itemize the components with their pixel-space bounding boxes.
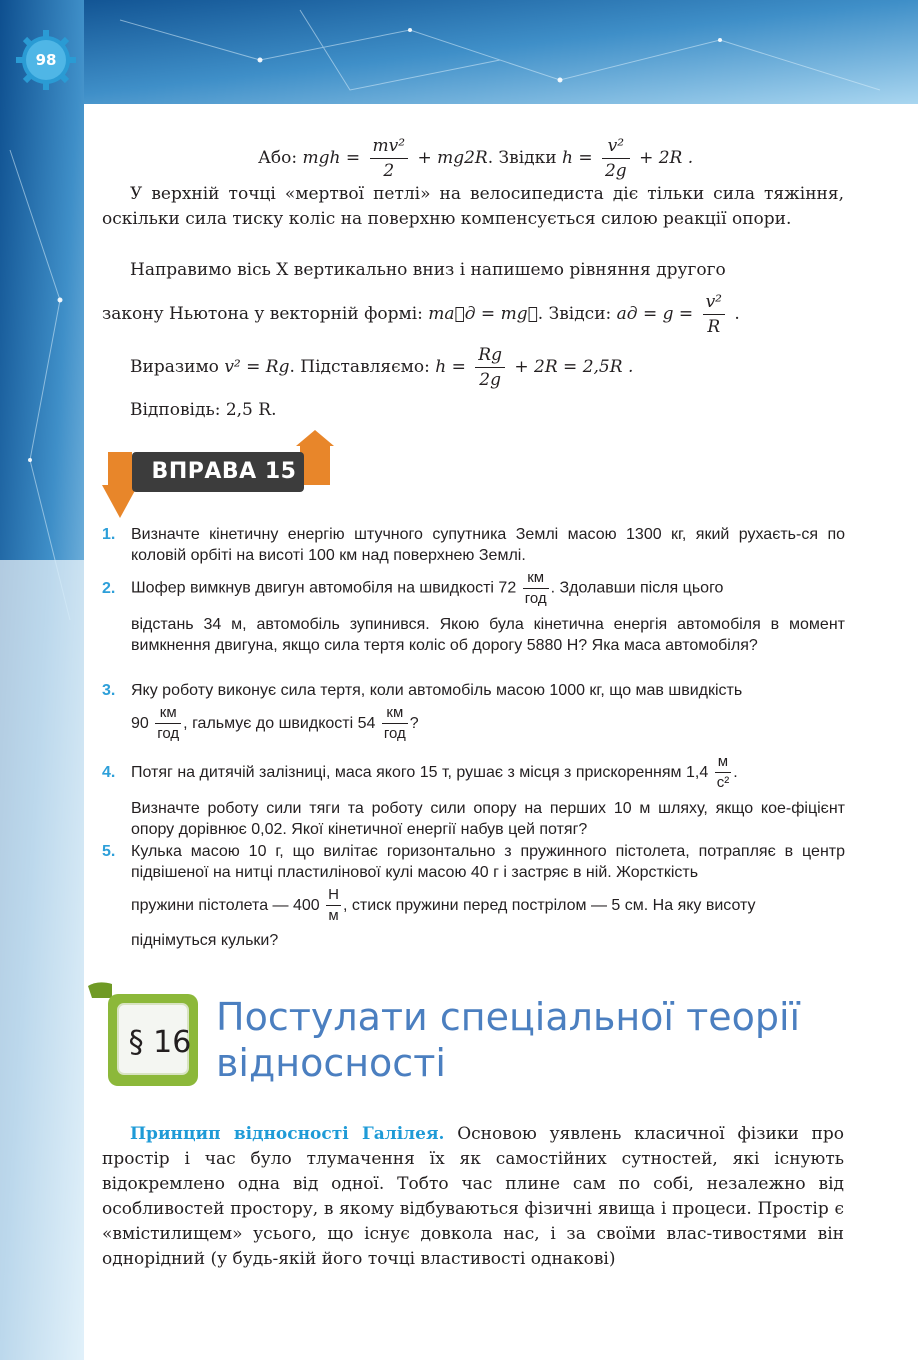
equation-h: h = xyxy=(435,357,466,377)
equation-end: . xyxy=(734,304,740,324)
equation-acceleration: aд = g = xyxy=(616,304,694,324)
task-number: 2. xyxy=(102,580,116,597)
task-number: 5. xyxy=(102,843,116,860)
task-text: Кулька масою 10 г, що вилітає горизонтально з пружинного пістолета, потрапляє в центр підвішеної на нитці пластилінової кулі масою 40 г і застряє в ній. Жорсткість xyxy=(131,843,845,881)
task-text-line xyxy=(131,884,845,928)
task-text: Шофер вимкнув двигун автомобіля на швидкості 72 xyxy=(131,579,517,597)
section-title-line: Постулати спеціальної теорії xyxy=(216,995,801,1039)
fraction-denominator: 2 xyxy=(383,161,395,181)
task-text: ? xyxy=(409,715,419,732)
fraction xyxy=(475,343,505,392)
fraction-numerator: Н xyxy=(326,885,341,906)
fraction-numerator: mv² xyxy=(370,134,409,159)
equation-line-3 xyxy=(130,342,633,392)
unit-fraction xyxy=(326,885,341,926)
task-text: . xyxy=(733,764,738,781)
fraction-denominator: 2g xyxy=(604,161,627,181)
equation-text: . Звідси: xyxy=(537,304,617,324)
section-title-line: відносності xyxy=(216,1041,446,1085)
task-number: 1. xyxy=(102,526,116,543)
task-text: пружини пістолета — 400 xyxy=(131,897,320,914)
equation-vector: ma⃗д = mg⃗ xyxy=(428,304,538,324)
fraction-numerator: v² xyxy=(703,290,725,315)
task-text: , стиск пружини перед пострілом — 5 см. На яку висоту xyxy=(342,897,756,914)
task-text: Яку роботу виконує сила тертя, коли автомобіль масою 1000 кг, що мав швидкість xyxy=(131,682,743,699)
answer: Відповідь: 2,5 R. xyxy=(130,400,277,420)
paragraph-line: Направимо вісь X вертикально вниз і напишемо рівняння другого xyxy=(130,260,726,280)
equation-line-1 xyxy=(258,134,693,183)
task-text: , гальмує до швидкості 54 xyxy=(183,715,376,732)
equation-line-2 xyxy=(102,288,740,340)
page-number: 98 xyxy=(35,51,57,69)
body-paragraph xyxy=(102,1122,844,1272)
fraction-denominator: м xyxy=(328,907,339,925)
exercise-title: ВПРАВА 15 xyxy=(151,459,297,484)
section-number: § 16 xyxy=(128,1025,192,1060)
unit-fraction xyxy=(382,703,408,744)
fraction-denominator: 2g xyxy=(479,370,501,390)
task-text: 90 xyxy=(131,715,149,732)
fraction xyxy=(370,134,409,183)
equation-prefix: Або: xyxy=(258,148,303,168)
fraction-denominator: год xyxy=(157,725,180,743)
fraction-numerator: км xyxy=(155,703,181,724)
body-text: Основою уявлень класичної фізики про простір і час було тлумачення їх як самостійних сутностей, які існують відокремлено одна від одної. Тобто час плине сам по собі, незалежно від особливостей простору, в якому відбуваються фізичні явища і процеси. Простір є «вмістилищем» усього, що існує довкола нас, і за своїми влас-тивостями він однорідний (у будь-якій його точці властивості однакові) xyxy=(102,1124,844,1269)
equation-lhs: mgh = xyxy=(302,148,361,168)
fraction-denominator: с² xyxy=(716,774,730,792)
fraction-denominator: R xyxy=(707,317,721,337)
task-text-line xyxy=(131,702,845,746)
equation-text: Виразимо xyxy=(130,357,225,377)
task-text-line xyxy=(131,568,845,610)
fraction-numerator: v² xyxy=(602,134,630,159)
equation-term: + mg2R xyxy=(417,148,488,168)
page-number-badge xyxy=(14,28,78,92)
unit-fraction xyxy=(715,752,732,793)
equation-end: + 2R = 2,5R . xyxy=(514,357,634,377)
task-number: 3. xyxy=(102,682,116,699)
fraction-denominator: год xyxy=(524,590,547,607)
fraction-numerator: км xyxy=(382,703,408,724)
body-lead: Принцип відносності Галілея. xyxy=(130,1124,445,1144)
task-text: . Здолавши після цього xyxy=(550,579,724,597)
fraction xyxy=(602,134,630,183)
equation-end: + 2R . xyxy=(639,148,694,168)
unit-fraction xyxy=(155,703,181,744)
unit-fraction xyxy=(523,568,549,609)
task-text: Потяг на дитячій залізниці, маса якого 15 т, рушає з місця з прискоренням 1,4 xyxy=(131,764,709,781)
fraction-denominator: год xyxy=(383,725,406,743)
fraction-numerator: км xyxy=(523,568,549,589)
fraction-numerator: Rg xyxy=(475,343,505,368)
equation-h: h = xyxy=(561,148,593,168)
fraction xyxy=(703,290,725,339)
task-text: Визначте кінетичну енергію штучного супутника Землі масою 1300 кг, який рухаєть-ся по коловій орбіті на висоті 100 км над поверхнею Землі. xyxy=(131,526,845,564)
task-text-line xyxy=(131,752,845,796)
equation-text: . Звідки xyxy=(487,148,562,168)
equation-text: . Підставляємо: xyxy=(289,357,436,377)
arrow-up-icon xyxy=(296,430,334,446)
equation-text: закону Ньютона у векторній формі: xyxy=(102,304,429,324)
fraction-numerator: м xyxy=(715,752,732,773)
task-number: 4. xyxy=(102,764,116,781)
task-text: відстань 34 м, автомобіль зупинився. Якою була кінетична енергія автомобіля в момент вимкнення двигуна, якщо сила тертя коліс об дорогу 5880 Н? Яка маса автомобіля? xyxy=(131,616,845,654)
equation-term: v² = Rg xyxy=(224,357,290,377)
task-text: піднімуться кульки? xyxy=(131,932,279,949)
task-text: Визначте роботу сили тяги та роботу сили опору на перших 10 м шляху, якщо кое-фіцієнт опору дорівнює 0,02. Якої кінетичної енергії набув цей потяг? xyxy=(131,800,845,838)
section-title xyxy=(216,994,856,1086)
paragraph: У верхній точці «мертвої петлі» на велосипедиста діє тільки сила тяжіння, оскільки сила тиску коліс на поверхню компенсується силою реакції опори. xyxy=(102,184,844,229)
